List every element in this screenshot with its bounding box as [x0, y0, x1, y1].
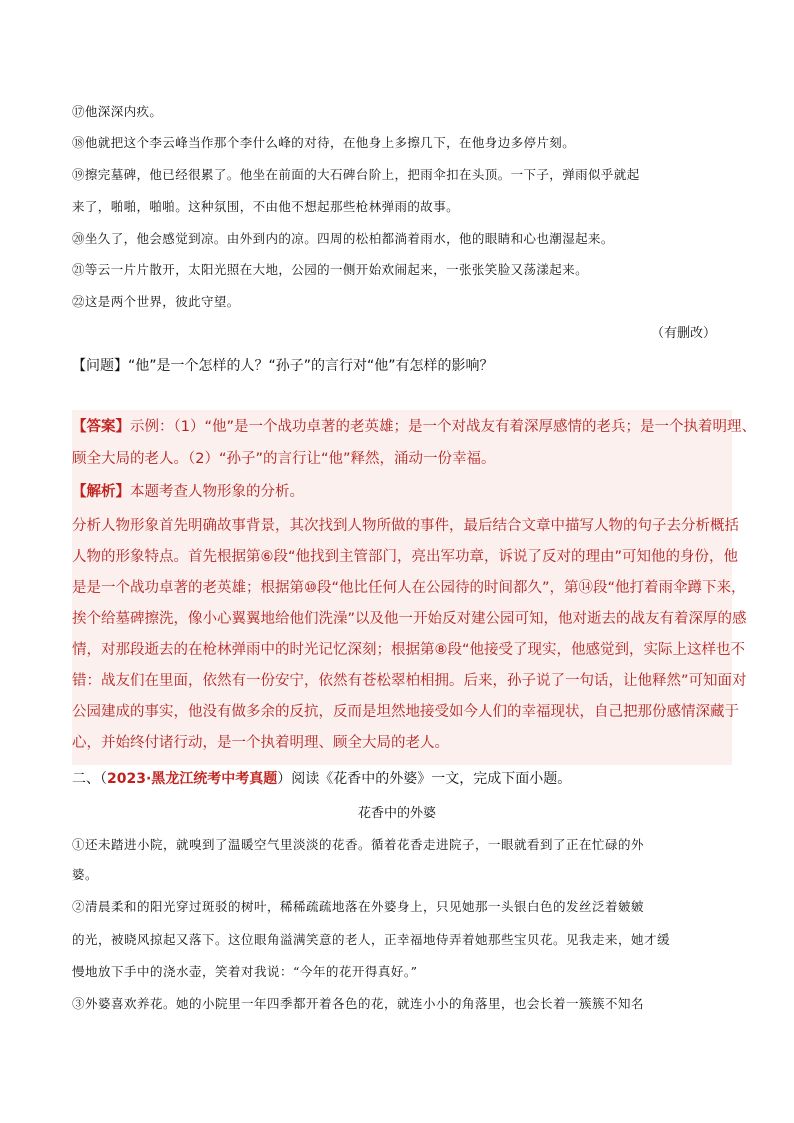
- story-title: 花香中的外婆: [357, 806, 436, 821]
- edit-note: （有删改）: [650, 326, 716, 341]
- story2-paragraph-1-line-1: ①还未踏进小院，就嗅到了温暖空气里淡淡的花香。循着花香走进院子，一眼就看到了正在忙碌的外: [72, 837, 645, 852]
- story-paragraph-19-line-1: ⑲擦完墓碑，他已经很累了。他坐在前面的大石碑台阶上，把雨伞扣在头顶。一下子，弹雨似乎就起: [72, 167, 640, 182]
- answer-line: 顾全大局的老人。（2）“孙子”的言行让“他”释然，涌动一份幸福。: [72, 451, 496, 467]
- source-label: 2023·黑龙江统考中考真题: [107, 771, 278, 787]
- answer-tag: 【答案】: [72, 419, 130, 435]
- analysis-line: 分析人物形象首先明确故事背景，其次找到人物所做的事件，最后结合文章中描写人物的句子去分析概括: [72, 518, 739, 534]
- analysis-line: 是是一个战功卓著的老英雄；根据第⑩段“他比任何人在公园待的时间都久”，第⑭段“他打着雨伞蹲下来，: [72, 580, 746, 596]
- story-paragraph-21: ㉑等云一片片散开，太阳光照在大地，公园的一侧开始欢闹起来，一张张笑脸又荡漾起来。: [72, 262, 589, 277]
- story2-paragraph-3-line-1: ③外婆喜欢养花。她的小院里一年四季都开着各色的花，就连小小的角落里，也会长着一簇簇不知名: [72, 996, 645, 1011]
- analysis-line: 情，对那段逝去的在枪林弹雨中的时光记忆深刻；根据第⑧段“他接受了现实，他感觉到，实际上这样也不: [72, 642, 746, 658]
- story2-paragraph-2-line-3: 慢地放下手中的浇水壶，笑着对我说：“今年的花开得真好。”: [72, 964, 418, 979]
- story-paragraph-19-line-2: 来了，啪啪，啪啪。这种氛围，不由他不想起那些枪林弹雨的故事。: [72, 199, 460, 214]
- story-paragraph-18: ⑱他就把这个李云峰当作那个李什么峰的对待，在他身上多擦几下，在他身边多停片刻。: [72, 135, 576, 150]
- analysis-line: 人物的形象特点。首先根据第⑥段“他找到主管部门，亮出军功章，诉说了反对的理由”可知他的身份，他: [72, 549, 739, 565]
- answer-box: [72, 410, 756, 765]
- story2-paragraph-1-line-2: 婆。: [72, 867, 99, 882]
- analysis-tag: 【解析】: [72, 484, 130, 500]
- story-paragraph-20: ⑳坐久了，他会感觉到凉。由外到内的凉。四周的松柏都淌着雨水，他的眼睛和心也潮湿起来。: [72, 231, 614, 246]
- analysis-line: 错：战友们在里面，依然有一份安宁，依然有苍松翠柏相拥。后来，孙子说了一句话，让他释然”可知面对: [72, 673, 747, 689]
- question-text: “他”是一个怎样的人？“孙子”的言行对“他”有怎样的影响？: [128, 358, 494, 374]
- question: [72, 355, 494, 375]
- story2-paragraph-2-line-1: ②清晨柔和的阳光穿过斑驳的树叶，稀稀疏疏地落在外婆身上，只见她那一头银白色的发丝泛着皴皴: [72, 899, 645, 914]
- analysis-line: 挨个给墓碑擦洗，像小心翼翼地给他们洗澡”以及他一开始反对建公园可知，他对逝去的战友有着深厚的感: [72, 611, 747, 627]
- answer-line: 【答案】示例：（1）“他”是一个战功卓著的老英雄；是一个对战友有着深厚感情的老兵；是一个执着明理、: [72, 419, 756, 435]
- story2-paragraph-2-line-2: 的光，被晓风掠起又落下。这位眼角溢满笑意的老人，正幸福地侍弄着她那些宝贝花。见我走来，她才缓: [72, 932, 671, 947]
- analysis-line: 公园建成的事实，他没有做多余的反抗，反而是坦然地接受如今人们的幸福现状，自己把那份感情深藏于: [72, 704, 739, 720]
- analysis-heading: 【解析】本题考查人物形象的分析。: [72, 484, 304, 500]
- section-heading: 二、（2023·黑龙江统考中考真题）阅读《花香中的外婆》一文，完成下面小题。: [72, 771, 572, 787]
- question-tag: 【问题】: [72, 358, 128, 374]
- story-paragraph-22: ㉒这是两个世界，彼此守望。: [72, 294, 240, 309]
- analysis-line: 心，并始终付诸行动，是一个执着明理、顾全大局的老人。: [72, 735, 449, 751]
- story-paragraph-17: ⑰他深深内疚。: [72, 104, 163, 119]
